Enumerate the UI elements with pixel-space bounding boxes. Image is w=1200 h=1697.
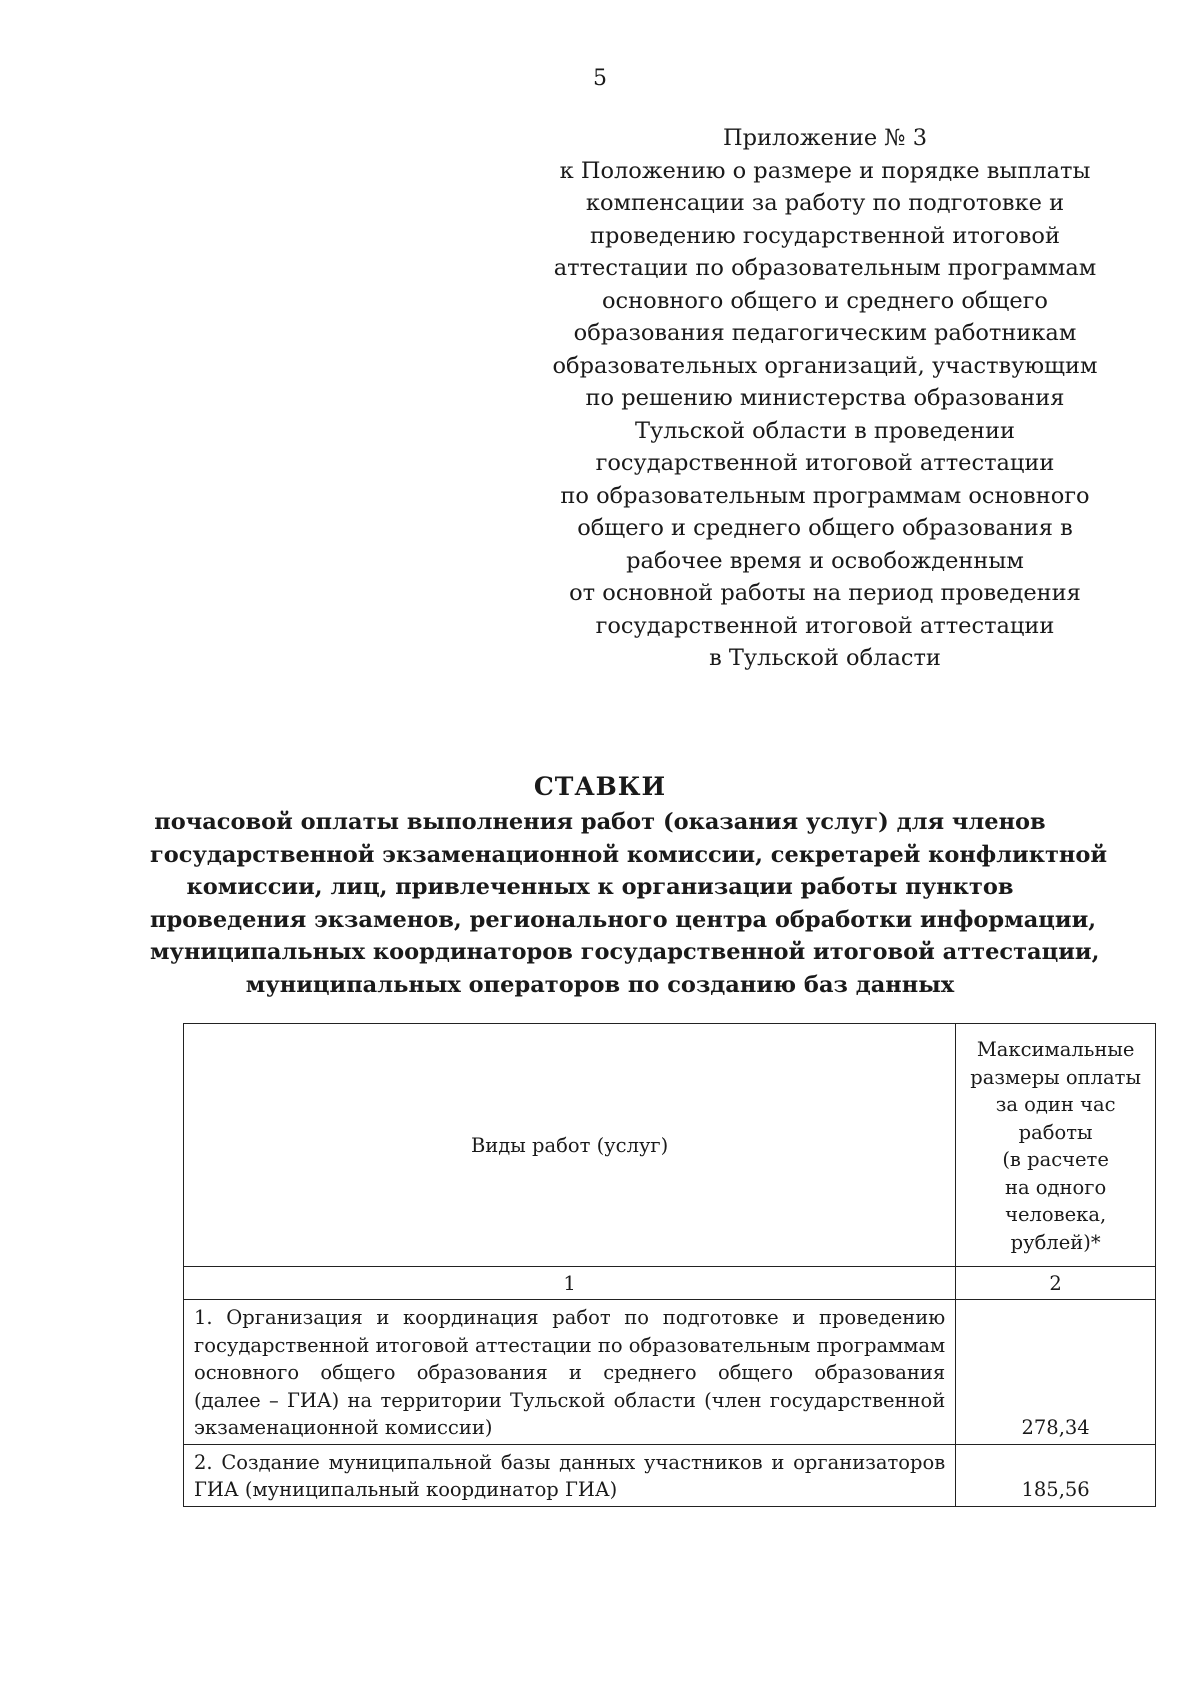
- header-line: рублей)*: [1010, 1230, 1101, 1254]
- subtitle-line: почасовой оплаты выполнения работ (оказания услуг) для членов: [154, 809, 1046, 835]
- document-subtitle: [150, 806, 1108, 1001]
- appendix-line: образования педагогическим работникам: [573, 320, 1077, 346]
- appendix-line: к Положению о размере и порядке выплаты: [559, 157, 1091, 184]
- appendix-line: по решению министерства образования: [585, 385, 1065, 411]
- header-max-payment: [956, 1024, 1156, 1267]
- header-line: человека,: [1005, 1203, 1107, 1226]
- appendix-line: образовательных организаций, участвующим: [552, 352, 1098, 379]
- row-text-line: 2. Создание муниципальной базы данных участников и организаторов: [194, 1450, 946, 1474]
- document-title: СТАВКИ: [533, 772, 667, 801]
- header-line: на одного: [1004, 1175, 1107, 1199]
- appendix-heading: [545, 122, 1105, 675]
- appendix-line: проведению государственной итоговой: [590, 222, 1060, 249]
- appendix-line: рабочее время и освобожденным: [626, 547, 1024, 574]
- appendix-line: Тульской области в проведении: [634, 417, 1016, 444]
- table-row: [184, 1300, 1156, 1445]
- column-number: 1: [184, 1267, 956, 1300]
- header-line: работы: [1018, 1120, 1093, 1144]
- row-text-line: основного общего образования и среднего общего образования: [194, 1361, 946, 1384]
- rate-value-cell: 185,56: [956, 1444, 1156, 1506]
- appendix-line: Приложение № 3: [722, 125, 928, 151]
- rate-value-cell: 278,34: [956, 1300, 1156, 1445]
- appendix-line: общего и среднего общего образования в: [577, 515, 1073, 541]
- header-line: за один час: [995, 1093, 1116, 1116]
- subtitle-line: проведения экзаменов, регионального центра обработки информации,: [150, 906, 1097, 933]
- page-number: 5: [593, 66, 607, 91]
- appendix-line: по образовательным программам основного: [560, 482, 1090, 509]
- header-line: (в расчете: [1002, 1148, 1109, 1171]
- subtitle-line: комиссии, лиц, привлеченных к организации работы пунктов: [186, 874, 1014, 900]
- row-text-line: (далее – ГИА) на территории Тульской области (член государственной: [194, 1388, 946, 1412]
- header-work-types: Виды работ (услуг): [184, 1024, 956, 1267]
- work-type-cell: [184, 1300, 956, 1445]
- header-line: Максимальные: [976, 1038, 1135, 1061]
- appendix-line: от основной работы на период проведения: [569, 580, 1081, 606]
- column-number: 2: [956, 1267, 1156, 1300]
- appendix-line: основного общего и среднего общего: [602, 287, 1048, 314]
- appendix-line: государственной итоговой аттестации: [595, 450, 1055, 476]
- subtitle-line: муниципальных координаторов государственной итоговой аттестации,: [150, 939, 1100, 965]
- subtitle-line: государственной экзаменационной комиссии, секретарей конфликтной: [150, 841, 1108, 868]
- table-row: [184, 1444, 1156, 1506]
- appendix-line: аттестации по образовательным программам: [553, 255, 1097, 281]
- row-text-line: 1. Организация и координация работ по подготовке и проведению: [194, 1306, 946, 1329]
- table-header-row: [184, 1024, 1156, 1267]
- subtitle-line: муниципальных операторов по созданию баз данных: [245, 971, 955, 998]
- work-type-cell: [184, 1444, 956, 1506]
- appendix-line: компенсации за работу по подготовке и: [585, 190, 1065, 216]
- row-text-line: государственной итоговой аттестации по образовательным программам: [194, 1333, 946, 1357]
- appendix-line: в Тульской области: [709, 645, 941, 671]
- rates-table: [183, 1023, 1156, 1507]
- column-number-row: [184, 1267, 1156, 1300]
- row-text-line: ГИА (муниципальный координатор ГИА): [194, 1478, 618, 1501]
- appendix-line: государственной итоговой аттестации: [595, 612, 1055, 639]
- header-line: размеры оплаты: [970, 1065, 1141, 1089]
- row-text-line: экзаменационной комиссии): [194, 1416, 493, 1439]
